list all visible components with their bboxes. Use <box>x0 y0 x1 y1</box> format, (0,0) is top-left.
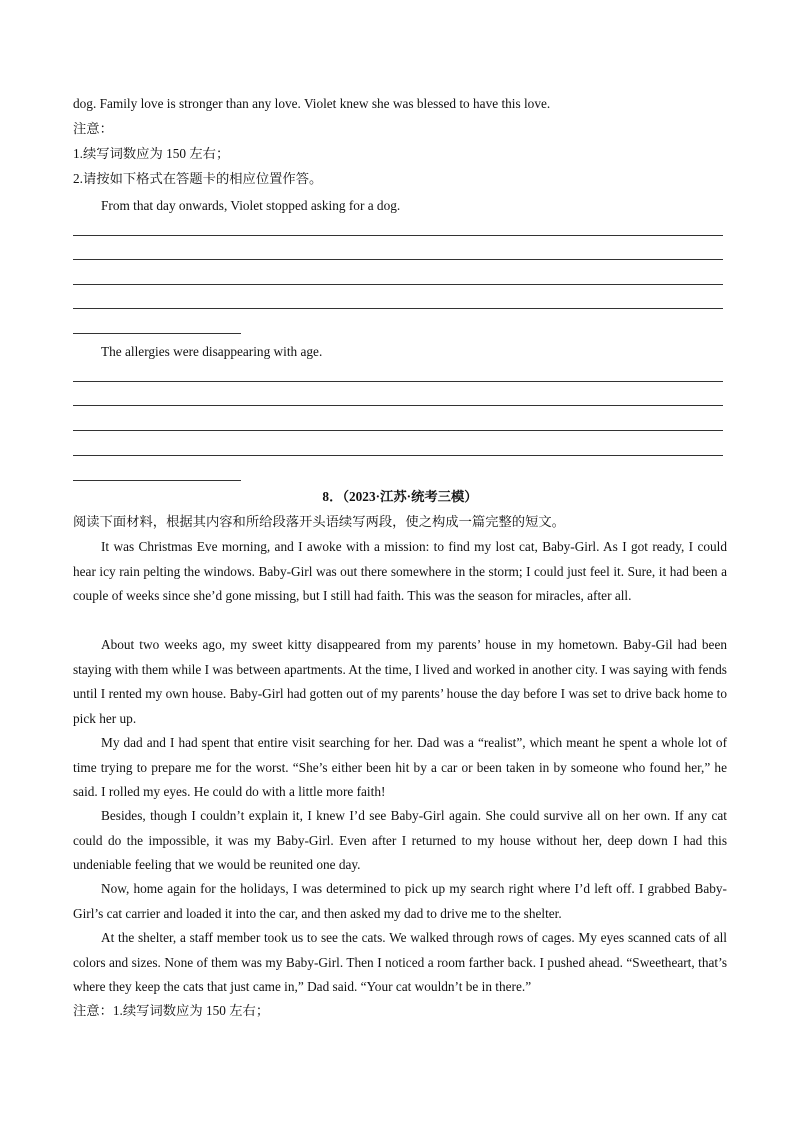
answer-line <box>73 308 723 309</box>
note-word-count: 1.续写词数应为 150 左右； <box>73 146 230 161</box>
story-paragraph-1: It was Christmas Eve morning, and I awoke with a mission: to find my lost cat, Baby-Girl. As I got ready, I could hear icy rain pelting the windows. Baby-Girl was out there somewhere in the storm; I could just feel it. Sure, it had been a couple of weeks since she’d gone missing, but I still had faith. This was the season for miracles, after all. <box>73 539 727 603</box>
prompt-paragraph-2: The allergies were disappearing with age. <box>101 344 323 359</box>
question-note: 注意：1.续写词数应为 150 左右； <box>73 1003 270 1018</box>
story-paragraph-5: Now, home again for the holidays, I was determined to pick up my search right where I’d left off. I grabbed Baby-Girl’s cat carrier and loaded it into the car, and then asked my dad to drive me to the shelter. <box>73 881 727 921</box>
answer-line <box>73 259 723 260</box>
note-format: 2.请按如下格式在答题卡的相应位置作答。 <box>73 171 323 186</box>
answer-line-short <box>73 480 241 481</box>
story-paragraph-4: Besides, though I couldn’t explain it, I knew I’d see Baby-Girl again. She could survive all on her own. If any cat could do the impossible, it was my Baby-Girl. Even after I returned to my house without her, deep down I had this undeniable feeling that we would be reunited one day. <box>73 808 727 872</box>
answer-line <box>73 235 723 236</box>
note-label: 注意： <box>73 121 113 136</box>
story-paragraph-2: About two weeks ago, my sweet kitty disappeared from my parents’ house in my hometown. Baby-Gil had been staying with them while I was between apartments. At the time, I lived and worked in another city. I was saying with fends until I rented my own house. Baby-Girl had gotten out of my parents’ house the day before I was set to drive back home to pick her up. <box>73 637 727 726</box>
answer-line <box>73 284 723 285</box>
question-heading: 8．（2023·江苏·统考三模） <box>322 489 478 504</box>
prompt-paragraph-1: From that day onwards, Violet stopped asking for a dog. <box>101 198 401 213</box>
question-instruction: 阅读下面材料，根据其内容和所给段落开头语续写两段，使之构成一篇完整的短文。 <box>73 514 565 529</box>
answer-line <box>73 405 723 406</box>
answer-line-short <box>73 333 241 334</box>
answer-line <box>73 430 723 431</box>
story-paragraph-6: At the shelter, a staff member took us to see the cats. We walked through rows of cages. My eyes scanned cats of all colors and sizes. None of them was my Baby-Girl. Then I noticed a room farther back. I pushed ahead. “Sweetheart, that’s where they keep the cats that just came in,” Dad said. “Your cat wouldn’t be in there.” <box>73 930 727 994</box>
answer-line <box>73 381 723 382</box>
answer-line <box>73 455 723 456</box>
passage-continuation: dog. Family love is stronger than any love. Violet knew she was blessed to have this love. <box>73 96 551 111</box>
story-paragraph-3: My dad and I had spent that entire visit searching for her. Dad was a “realist”, which meant he spent a whole lot of time trying to prepare me for the worst. “She’s either been hit by a car or been taken in by someone who found her,” he said. I rolled my eyes. He could do with a little more faith! <box>73 735 727 799</box>
